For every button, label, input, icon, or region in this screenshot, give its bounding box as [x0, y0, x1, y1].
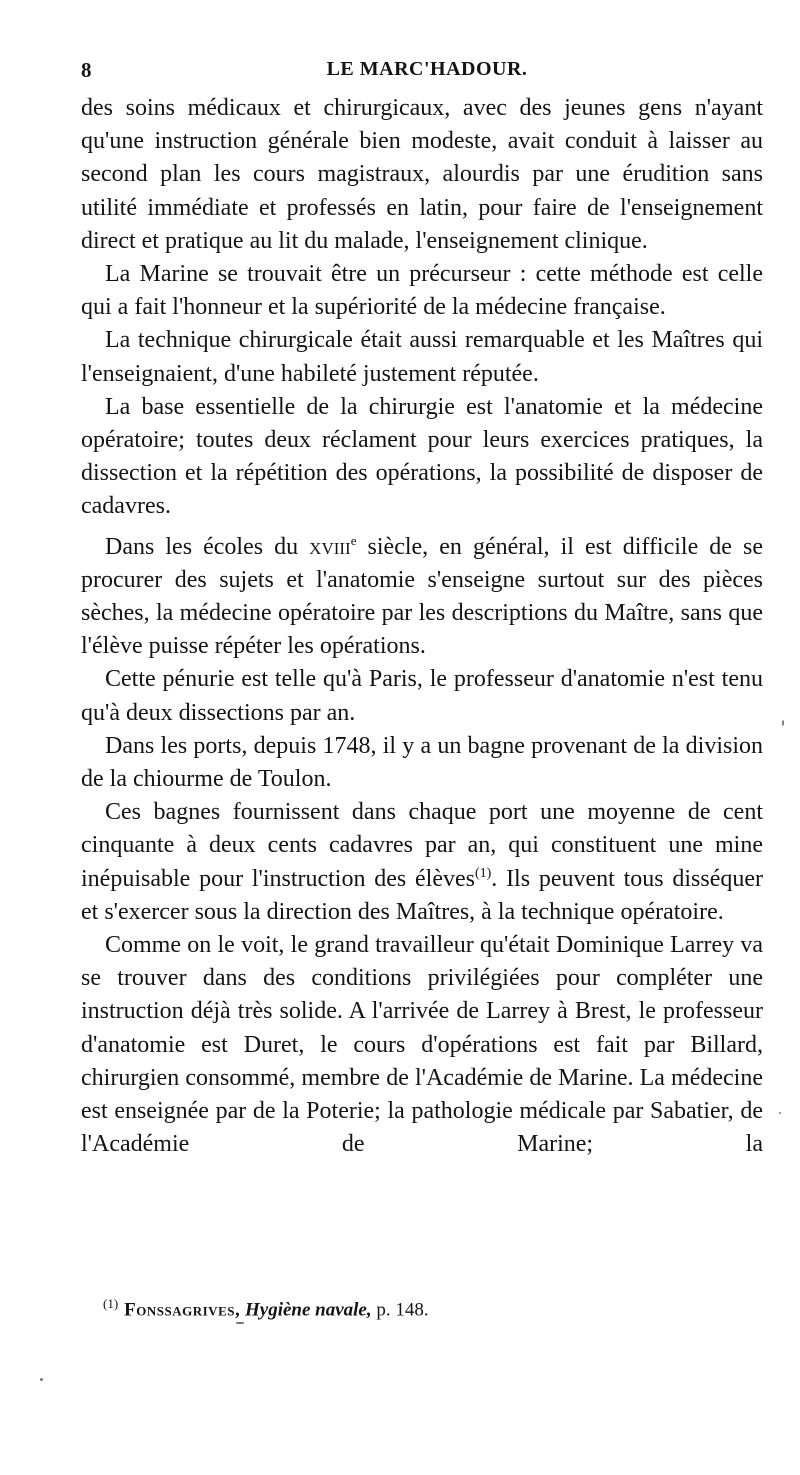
paragraph-text-after: siècle, en général, il est difficile de se procurer des sujets et l'anatomie s'enseigne surtout sur des pièces sèches, la médecine opératoire par les descriptions du Maître, sans que l'élève puisse répéter les opérations.: [81, 533, 763, 660]
paragraph-9: [81, 929, 763, 1161]
paragraph-3: [81, 324, 763, 390]
paragraph-text-before: Ces bagnes fournissent dans chaque port une moyenne de cent cinquante à deux cents cadavres par an, qui constituent une mine inépuisable pour l'instruction des élèves: [81, 799, 763, 892]
body-text: [81, 92, 763, 1162]
paragraph-text: La technique chirurgicale était aussi remarquable et les Maîtres qui l'enseignaient, d'une habileté justement réputée.: [81, 327, 763, 387]
print-speck: [779, 1112, 781, 1114]
century-numeral: xviii: [309, 533, 351, 560]
footnote-author: Fonssagrives,: [124, 1299, 241, 1321]
paragraph-6: [81, 663, 763, 729]
running-title: LE MARC'HADOUR.: [326, 58, 528, 80]
print-speck: [236, 1322, 244, 1324]
paragraph-text-before: Dans les écoles du: [105, 533, 310, 560]
print-speck: [40, 1378, 43, 1381]
page-number: 8: [81, 58, 92, 82]
paragraph-text: Comme on le voit, le grand travailleur qu'était Dominique Larrey va se trouver dans des conditions privilégiées pour compléter une instruction déjà très solide. A l'arrivée de Larrey à Brest, le professeur d'anatomie est Duret, le cours d'opérations est fait par Billard, chirurgien consommé, membre de l'Académie de Marine. La médecine est enseignée par de la Poterie; la pathologie médicale par Sabatier, de l'Académie de Marine; la: [81, 932, 763, 1158]
paragraph-text: Dans les ports, depuis 1748, il y a un bagne provenant de la division de la chiourme de Toulon.: [81, 732, 763, 793]
print-speck: [782, 720, 784, 726]
running-head: [81, 58, 763, 88]
century-suffix: e: [350, 532, 357, 548]
paragraph-text: des soins médicaux et chirurgicaux, avec des jeunes gens n'ayant qu'une instruction générale bien modeste, avait conduit à laisser au second plan les cours magistraux, alourdis par une érudition sans utilité immédiate et professés en latin, pour faire de l'enseignement direct et pratique au lit du malade, l'enseignement clinique.: [81, 95, 763, 254]
paragraph-5: [81, 524, 763, 664]
paragraph-4: [81, 391, 763, 524]
paragraph-8: [81, 796, 763, 929]
paragraph-7: [81, 730, 763, 796]
footnote-reference[interactable]: (1): [474, 865, 492, 881]
footnote: [103, 1296, 429, 1321]
paragraph-text-after: . Ils peuvent tous disséquer et s'exercer sous la direction des Maîtres, à la technique opératoire.: [81, 865, 763, 925]
paragraph-1: [81, 92, 763, 258]
paragraph-2: [81, 258, 763, 324]
paragraph-text: La Marine se trouvait être un précurseur : cette méthode est celle qui a fait l'honneur et la supériorité de la médecine française.: [81, 261, 763, 321]
footnote-marker: (1): [103, 1296, 119, 1311]
paragraph-text: Cette pénurie est telle qu'à Paris, le professeur d'anatomie n'est tenu qu'à deux dissections par an.: [81, 666, 763, 726]
footnote-page: p. 148.: [376, 1299, 429, 1321]
paragraph-text: La base essentielle de la chirurgie est l'anatomie et la médecine opératoire; toutes deux réclament pour leurs exercices pratiques, la dissection et la répétition des opérations, la possibilité de disposer de cadavres.: [81, 393, 763, 520]
footnote-work: Hygiène navale,: [244, 1299, 372, 1321]
